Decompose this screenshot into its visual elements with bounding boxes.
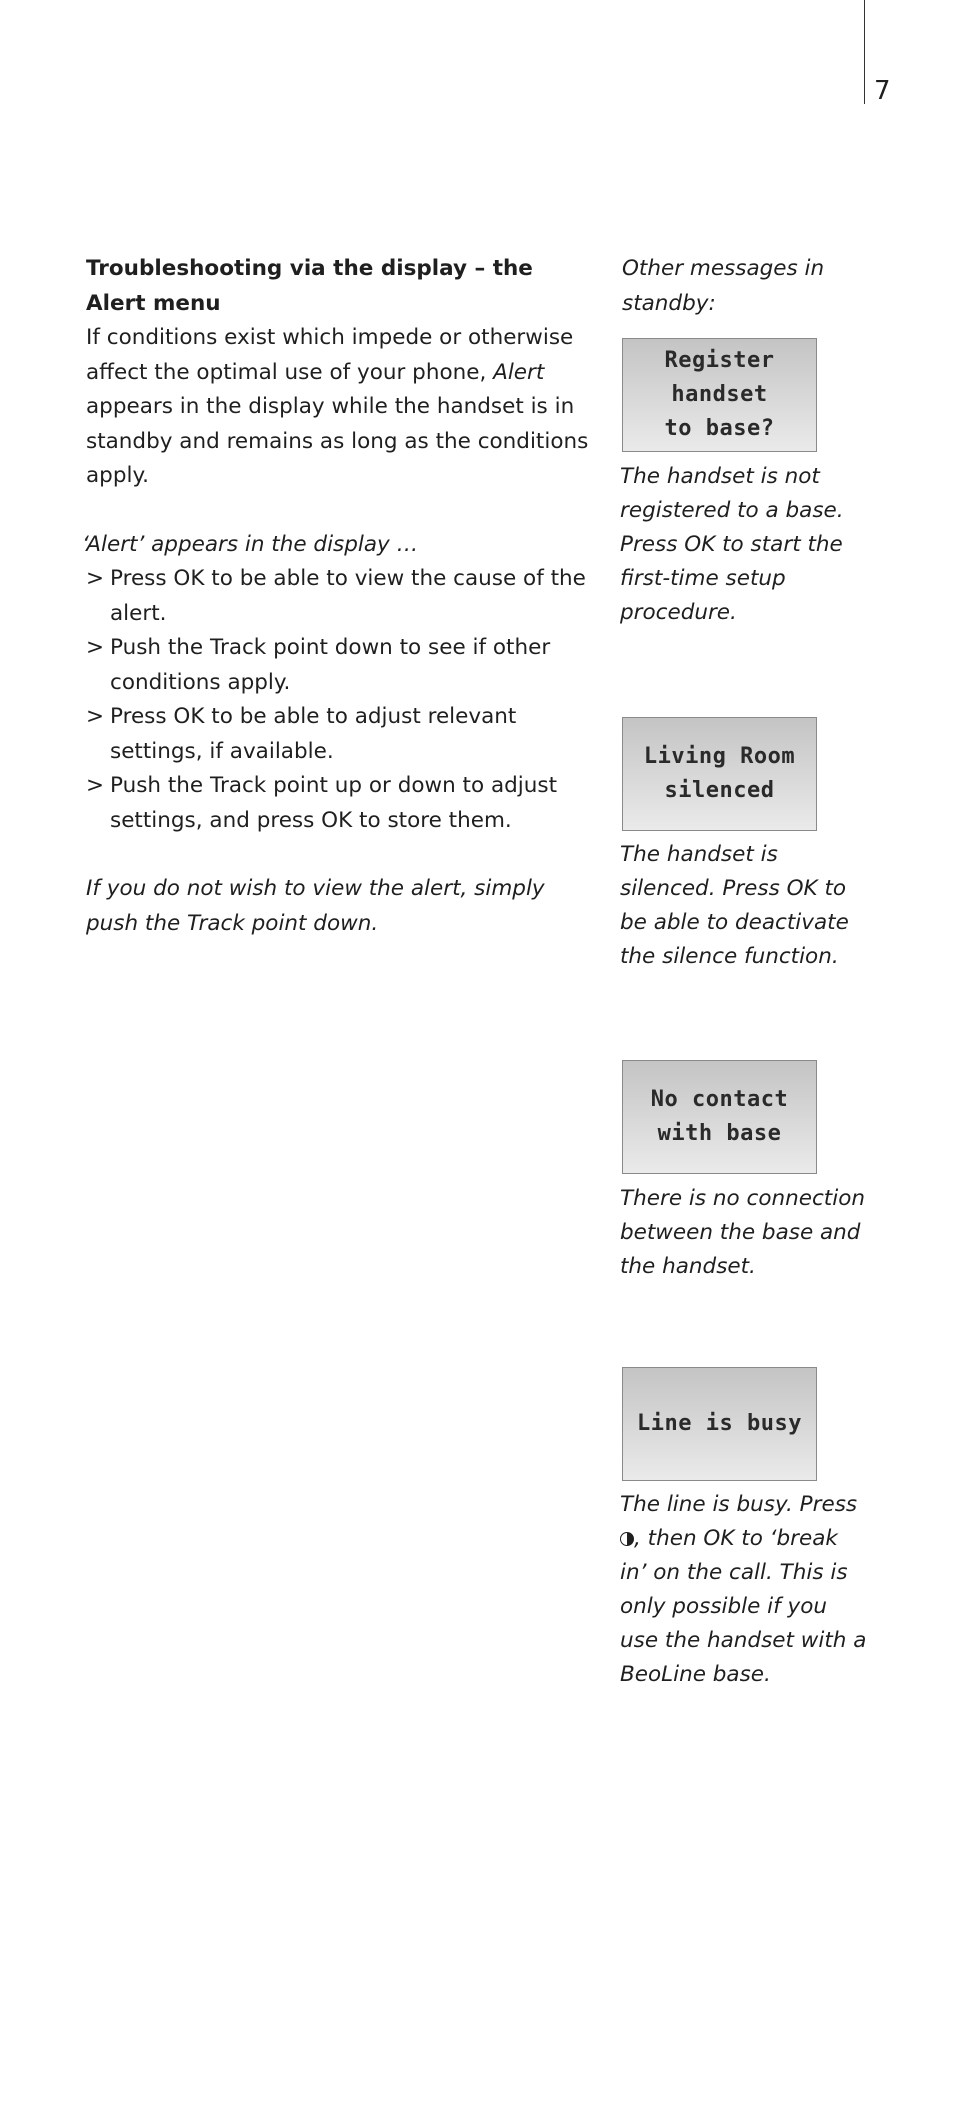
line-busy-text-end: , then OK to ‘break in’ on the call. This is only possible if you use the handset with a BeoLine base. — [620, 1526, 867, 1687]
step-marker: > — [86, 635, 105, 660]
silenced-description: The handset is silenced. Press OK to be able to deactivate the silence function. — [620, 842, 849, 969]
contrast-icon — [620, 1532, 634, 1546]
intro-text-start: If conditions exist which impede or otherwise affect the optimal use of your phone, — [86, 325, 574, 385]
step-item — [86, 700, 592, 769]
page-margin-rule — [864, 0, 865, 104]
register-handset-description: The handset is not registered to a base. Press OK to start the first-time setup procedure. — [620, 464, 844, 625]
key-label: Track point — [210, 773, 328, 798]
intro-text-end: appears in the display while the handset is in standby and remains as long as the conditions apply. — [86, 394, 589, 488]
step-list — [86, 562, 592, 838]
standby-messages-title: Other messages in standby: — [622, 256, 825, 316]
step-text: Press — [110, 566, 174, 591]
key-label: Track point — [210, 635, 328, 660]
line-busy-text-start: The line is busy. Press — [620, 1492, 858, 1517]
step-marker: > — [86, 704, 105, 729]
display-living-room-silenced: Living Room silenced — [622, 717, 817, 831]
lead-line: ‘Alert’ appears in the display … — [82, 531, 419, 557]
line-busy-description — [620, 1488, 870, 1692]
display-line-busy: Line is busy — [622, 1367, 817, 1481]
display-register-handset: Register handset to base? — [622, 338, 817, 452]
step-item — [86, 769, 592, 838]
step-text: down to see if other conditions apply. — [110, 635, 551, 695]
tip-note: If you do not wish to view the alert, simply push the Track point down. — [86, 876, 545, 936]
alert-term: Alert — [493, 359, 545, 385]
key-label: OK — [173, 704, 205, 729]
step-item — [86, 562, 592, 631]
alert-menu-section — [82, 252, 592, 941]
step-text: to be able to view the cause of the alert. — [110, 566, 586, 626]
intro-paragraph — [86, 321, 592, 494]
step-item — [86, 631, 592, 700]
no-contact-description: There is no connection between the base and the handset. — [620, 1186, 865, 1279]
step-text: Press — [110, 704, 174, 729]
page-number: 7 — [874, 76, 891, 106]
section-heading: Troubleshooting via the display – the Alert menu — [86, 256, 533, 316]
display-no-contact: No contact with base — [622, 1060, 817, 1174]
key-label: OK — [173, 566, 205, 591]
step-marker: > — [86, 566, 105, 591]
key-label: OK — [321, 807, 353, 833]
step-marker: > — [86, 773, 105, 798]
step-text: to be able to adjust relevant settings, if available. — [110, 704, 517, 764]
step-text: to store them. — [352, 807, 512, 833]
step-text: Push the — [110, 773, 210, 798]
standby-messages-heading-block — [622, 252, 872, 321]
step-text: up or down to adjust settings, and press — [110, 773, 558, 833]
step-text: Push the — [110, 635, 210, 660]
